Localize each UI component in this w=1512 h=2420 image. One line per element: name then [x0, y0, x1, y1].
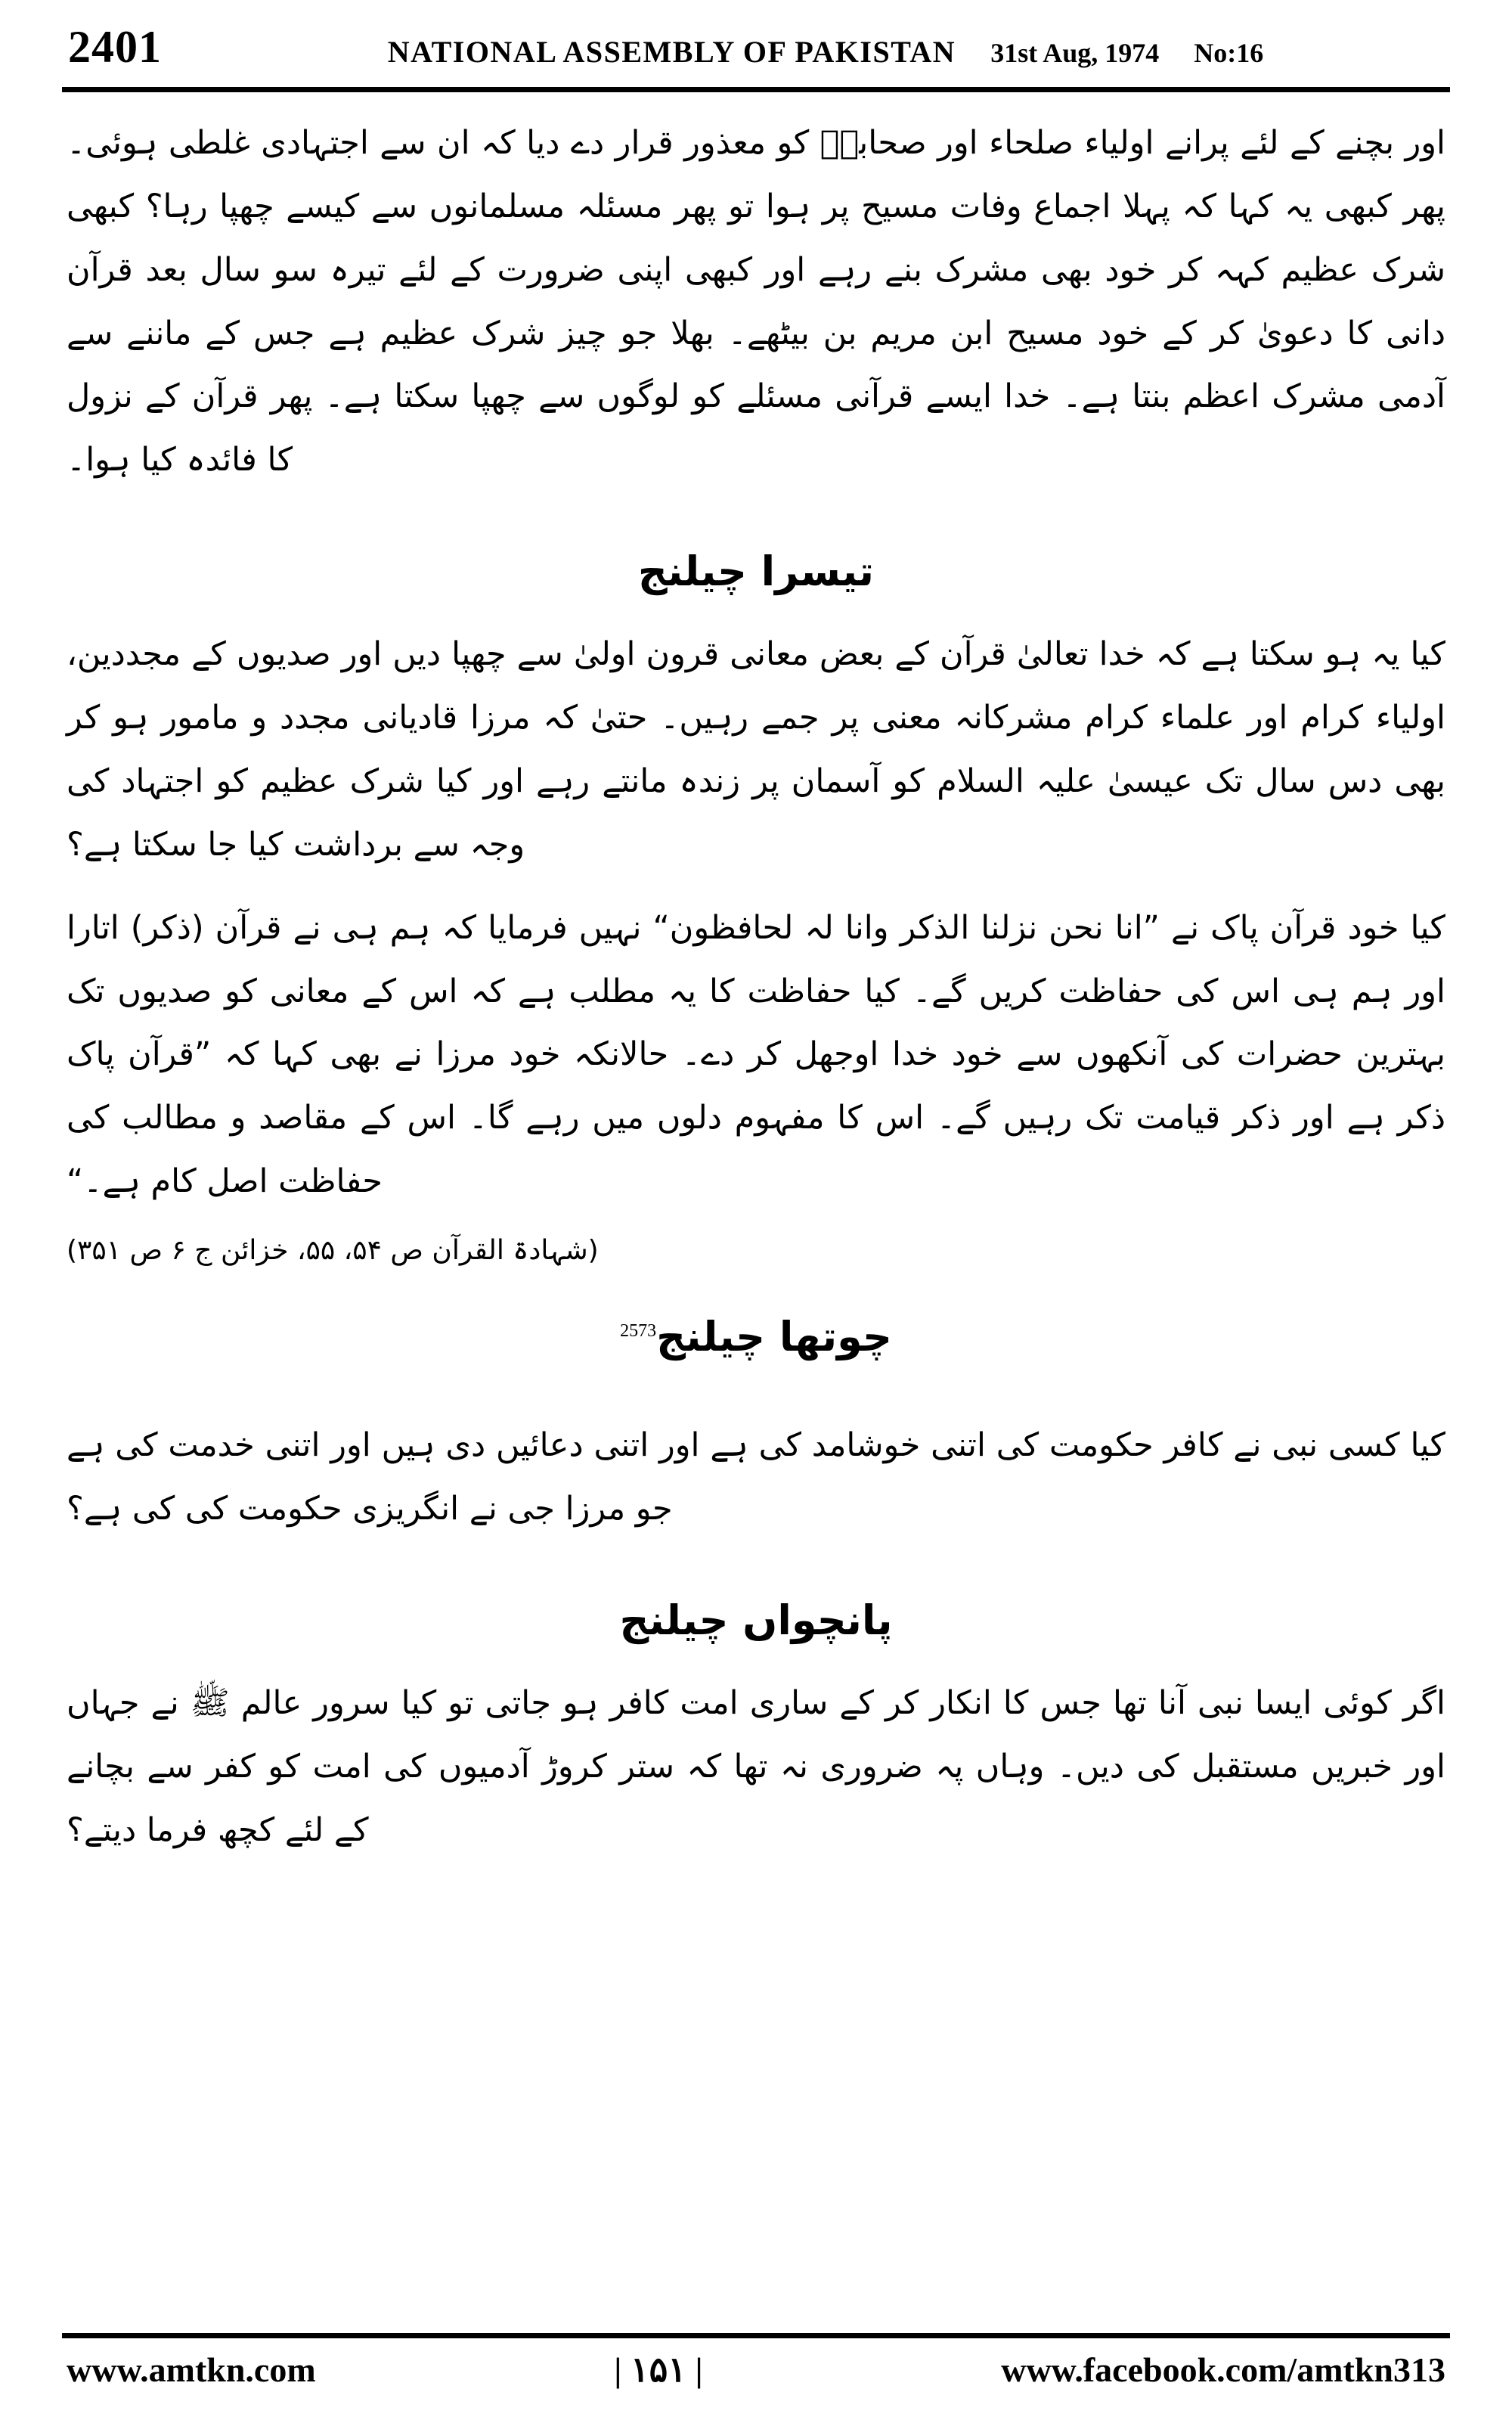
issue-number: No:16 [1194, 38, 1264, 68]
spacer [67, 500, 1445, 512]
footer-links [53, 2349, 1459, 2390]
assembly-title: NATIONAL ASSEMBLY OF PAKISTAN [387, 35, 956, 69]
page-number-top: 2401 [68, 22, 162, 72]
page-footer [53, 2333, 1459, 2390]
paragraph-1: اور بچنے کے لئے پرانے اولیاء صلحاء اور صحابہؓ کو معذور قرار دے دیا کہ ان سے اجتہادی غلطی ہوئی۔ پھر کبھی یہ کہا کہ پہلا اجماع وفات مسیح پر ہوا تو پھر مسئلہ مسلمانوں سے کیسے چھپا رہا؟ کبھی شرک عظیم کہہ کر خود بھی مشرک بنے رہے اور کبھی اپنی ضرورت کے لئے تیرہ سو سال بعد قرآن دانی کا دعویٰ کر کے خود مسیح ابن مریم بن بیٹھے۔ بھلا جو چیز شرک عظیم ہے جس کے ماننے سے آدمی مشرک اعظم بنتا ہے۔ خدا ایسے قرآنی مسئلے کو لوگوں سے چھپا سکتا ہے۔ پھر قرآن کے نزول کا فائدہ کیا ہوا۔ [67, 124, 1445, 479]
page-header [53, 0, 1459, 73]
heading-fourth-challenge-text: چوتھا چیلنج [656, 1313, 892, 1361]
facebook-link[interactable]: www.facebook.com/amtkn313 [1001, 2350, 1445, 2389]
spacer [67, 1549, 1445, 1561]
footer-divider [62, 2333, 1450, 2338]
spacer [67, 1388, 1445, 1414]
header-center-group [207, 34, 1444, 70]
website-link[interactable]: www.amtkn.com [67, 2350, 316, 2389]
session-date: 31st Aug, 1974 [990, 38, 1160, 68]
heading-fourth-challenge [67, 1297, 1445, 1376]
paragraph-4: کیا کسی نبی نے کافر حکومت کی اتنی خوشامد کی ہے اور اتنی دعائیں دی ہیں اور اتنی خدمت کی ہے جو مرزا جی نے انگریزی حکومت کی کی ہے؟ [67, 1426, 1445, 1528]
header-divider [62, 87, 1450, 92]
paragraph-3: کیا خود قرآن پاک نے ”انا نحن نزلنا الذکر وانا لہ لحافظون“ نہیں فرمایا کہ ہم ہی نے قرآن (ذکر) اتارا اور ہم ہی اس کی حفاظت کریں گے۔ کیا حفاظت کا یہ مطلب ہے کہ اس کے معانی کو صدیوں تک بہترین حضرات کی آنکھوں سے خود خدا اوجھل کر دے۔ حالانکہ خود مرزا نے بھی کہا کہ ”قرآن پاک ذکر ہے اور ذکر قیامت تک رہیں گے۔ اس کا مفہوم دلوں میں رہے گا۔ اس کے مقاصد و مطالب کی حفاظت اصل کام ہے۔“ [67, 908, 1445, 1201]
spacer [67, 885, 1445, 897]
footer-page-marker: | ۱۵۱ | [614, 2350, 703, 2389]
heading-third-challenge: تیسرا چیلنج [637, 548, 875, 596]
paragraph-2: کیا یہ ہو سکتا ہے کہ خدا تعالیٰ قرآن کے بعض معانی قرون اولیٰ سے چھپا دیں اور صدیوں کے مجددین، اولیاء کرام اور علماء کرام مشرکانہ معنی پر جمے رہیں۔ حتیٰ کہ مرزا قادیانی مجدد و مامور ہو کر بھی دس سال تک عیسیٰ علیہ السلام کو آسمان پر زندہ مانتے رہے اور کیا شرک عظیم کو اجتہاد کی وجہ سے برداشت کیا جا سکتا ہے؟ [67, 635, 1445, 864]
page-content [53, 92, 1459, 1863]
citation-reference: (شہادۃ القرآن ص ۵۴، ۵۵، خزائن ج ۶ ص ۳۵۱) [67, 1234, 599, 1266]
heading-fifth-challenge: پانچواں چیلنج [619, 1596, 893, 1645]
paragraph-5: اگر کوئی ایسا نبی آنا تھا جس کا انکار کر کے ساری امت کافر ہو جاتی تو کیا سرور عالم ﷺ نے جہاں اور خبریں مستقبل کی دیں۔ وہاں پہ ضروری نہ تھا کہ ستر کروڑ آدمیوں کی امت کو کفر سے بچانے کے لئے کچھ فرما دیتے؟ [67, 1684, 1445, 1850]
footnote-marker: 2573 [620, 1321, 657, 1342]
